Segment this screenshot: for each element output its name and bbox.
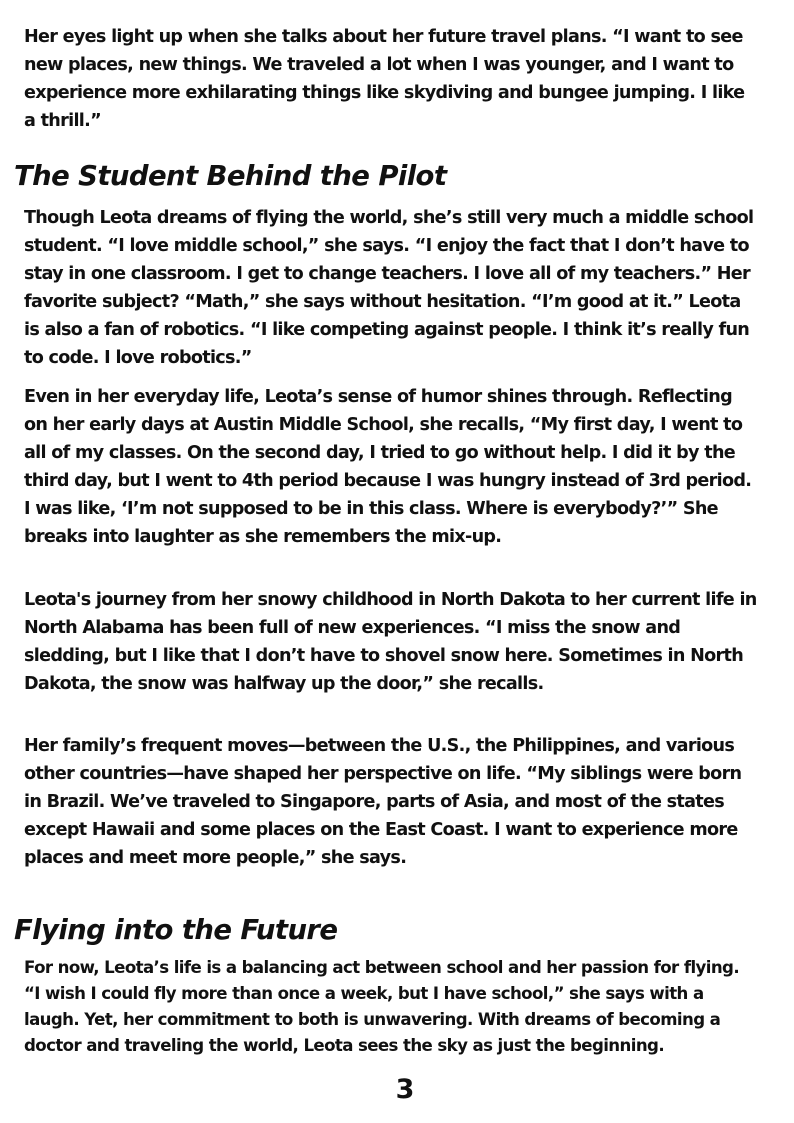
intro-paragraph: Her eyes light up when she talks about her future travel plans. “I want to see new places, new things. We traveled a lot when I was younger, and I want to experience more exhilarating things like skydiving and bungee jumping. I like a thrill.” (24, 27, 745, 131)
section-heading-student-behind-pilot: The Student Behind the Pilot (14, 160, 447, 192)
page-number: 3 (395, 1074, 415, 1105)
paragraph-sense-of-humor: Even in her everyday life, Leota’s sense of humor shines through. Reflecting on her early days at Austin Middle School, she recalls, “My first day, I went to all of my classes. On the second day, I tried to go without help. I did it by the third day, but I went to 4th period because I was hungry instead of 3rd period. I was like, ‘I’m not supposed to be in this class. Where is everybody?’” She breaks into laughter as she remembers the mix-up. (24, 387, 752, 547)
paragraph-family-moves: Her family’s frequent moves—between the U.S., the Philippines, and various other countries—have shaped her perspective on life. “My siblings were born in Brazil. We’ve traveled to Singapore, parts of Asia, and most of the states except Hawaii and some places on the East Coast. I want to experience more places and meet more people,” she says. (24, 736, 742, 868)
paragraph-middle-school: Though Leota dreams of flying the world, she’s still very much a middle school student. “I love middle school,” she says. “I enjoy the fact that I don’t have to stay in one classroom. I get to change teachers. I love all of my teachers.” Her favorite subject? “Math,” she says without hesitation. “I’m good at it.” Leota is also a fan of robotics. “I like competing against people. I think it’s really fun to code. I love robotics.” (24, 208, 754, 368)
paragraph-balancing-act: For now, Leota’s life is a balancing act between school and her passion for flying. “I wish I could fly more than once a week, but I have school,” she says with a laugh. Yet, her commitment to both is unwavering. With dreams of becoming a doctor and traveling the world, Leota sees the sky as just the beginning. (24, 958, 740, 1055)
paragraph-north-dakota: Leota's journey from her snowy childhood in North Dakota to her current life in North Alabama has been full of new experiences. “I miss the snow and sledding, but I like that I don’t have to shovel snow here. Sometimes in North Dakota, the snow was halfway up the door,” she recalls. (24, 590, 757, 694)
section-heading-flying-into-future: Flying into the Future (14, 914, 338, 946)
